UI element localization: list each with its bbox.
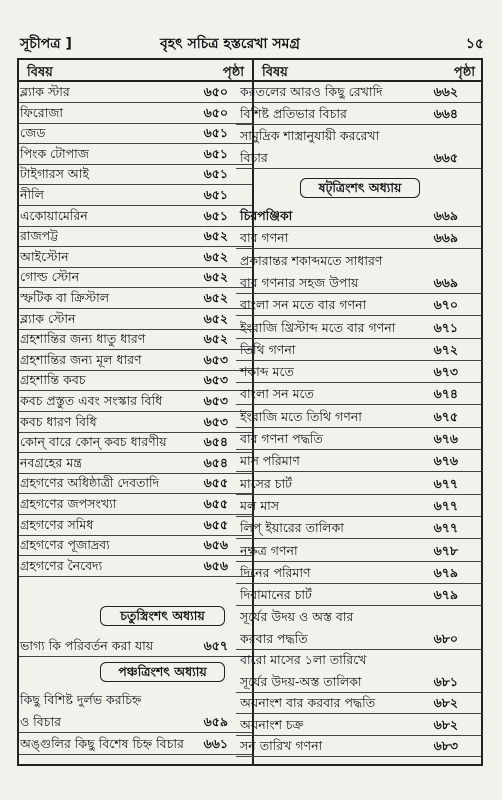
entry-title: তিথি গণনা <box>240 341 296 357</box>
row-divider <box>236 605 482 606</box>
entry-title: গ্রহগণের সমিধ <box>20 516 94 532</box>
entry-page: ৬৭১ <box>433 319 458 335</box>
entry-page: ৬৭৪ <box>433 386 458 402</box>
entry-title: দিবামানের চার্ট <box>240 587 312 603</box>
list-item <box>240 148 462 168</box>
entry-title: একোয়ামেরিন <box>20 207 88 223</box>
entry-title: কবচ প্রস্তুত এবং সংস্কার বিধি <box>20 393 163 408</box>
list-item <box>240 126 462 146</box>
entry-page: ৬৭৭ <box>433 475 458 491</box>
row-divider <box>236 494 482 495</box>
entry-title: চিরপঞ্জিকা <box>240 208 293 223</box>
chapter-heading: পঞ্চত্রিংশৎ অধ্যায় <box>100 662 225 682</box>
page-header-label: পৃষ্ঠা <box>222 65 244 80</box>
entry-page: ৬৮২ <box>433 695 458 711</box>
list-item <box>240 650 462 670</box>
entry-page: ৬৫৪ <box>203 434 228 450</box>
entry-title: টাইগারস আই <box>20 166 89 182</box>
list-item <box>20 329 232 349</box>
row-divider <box>19 732 252 733</box>
entry-page: ৬৭৯ <box>433 564 458 580</box>
entry-title: করতলের আরও কিছু রেখাদি <box>240 84 383 99</box>
entry-title: ব্ল্যাক স্টার <box>20 84 70 99</box>
subject-header: বিষয় <box>27 65 53 80</box>
entry-page: ৬৫৭ <box>203 638 228 653</box>
entry-title: বার গণনা <box>240 230 289 246</box>
list-item <box>240 563 462 583</box>
entry-page: ৬৭৬ <box>433 453 458 469</box>
entry-page: ৬৬১ <box>203 736 228 751</box>
entry-title: প্রকারান্তর শকাব্দমতে সাধারণ <box>240 252 383 268</box>
row-divider <box>19 656 252 657</box>
list-item <box>20 453 232 473</box>
entry-page: ৬৫৫ <box>203 475 228 491</box>
list-item <box>240 273 462 293</box>
entry-page: ৬৮২ <box>433 716 458 732</box>
entry-page: ৬৫১ <box>203 166 228 182</box>
entry-title: অয়নাংশ বার করবার পদ্ধতি <box>240 695 376 711</box>
entry-title: ভাগ্য কি পরিবর্তন করা যায় <box>20 638 154 653</box>
list-item <box>240 607 462 627</box>
list-item <box>20 164 232 184</box>
entry-title: লিপ্‌ ইয়ারের তালিকা <box>240 520 344 536</box>
row-divider <box>236 516 482 517</box>
entry-title: পিংক টোপাজ <box>20 145 89 161</box>
entry-page: ৬৫১ <box>203 207 228 223</box>
list-item <box>20 690 232 710</box>
entry-page: ৬৫০ <box>203 84 228 99</box>
entry-page: ৬৭৬ <box>433 431 458 446</box>
list-item <box>20 350 232 370</box>
header-left: সূচীপত্র ] <box>20 36 72 52</box>
left-column-header <box>19 60 252 82</box>
row-divider <box>236 226 482 227</box>
entry-page: ৬৫৩ <box>203 372 228 388</box>
entry-title: বারো মাসের ১লা তারিখে <box>240 652 367 668</box>
row-divider <box>236 427 482 428</box>
entry-title: নীলি <box>20 187 44 202</box>
row-divider <box>236 293 482 294</box>
list-item <box>20 712 232 732</box>
entry-page: ৬৫৩ <box>203 351 228 367</box>
entry-title: গ্রহগণের অধিষ্ঠাত্রী দেবতাদি <box>20 475 160 491</box>
list-item <box>240 318 462 338</box>
entry-title: গ্রহগণের জপসংখ্যা <box>20 496 117 511</box>
entry-page: ৬৭৯ <box>433 587 458 603</box>
page-header <box>0 0 502 56</box>
list-item <box>240 104 462 124</box>
entry-title: স্ফটিক বা ক্রিস্টাল <box>20 290 110 305</box>
entry-title: রাজপট্ট <box>20 228 59 244</box>
entry-page: ৬৬৯ <box>433 230 458 246</box>
entry-title: কিছু বিশিষ্ট দুর্লভ করচিহ্ন <box>20 692 142 707</box>
list-item <box>20 144 232 164</box>
entry-page: ৬৫৯ <box>203 714 228 729</box>
list-item <box>240 629 462 649</box>
list-item <box>20 473 232 493</box>
entry-title: সূর্যের উদয় ও অস্ত বার <box>240 609 354 625</box>
row-divider <box>236 248 482 249</box>
row-divider <box>236 583 482 584</box>
entry-page: ৬৫৬ <box>203 537 228 553</box>
entry-title: অয়নাংশ চক্র <box>240 716 304 732</box>
list-item <box>20 309 232 329</box>
entry-page: ৬৫৪ <box>203 454 228 470</box>
entry-title: মাস পরিমাণ <box>240 453 300 469</box>
list-item <box>20 636 232 656</box>
list-item <box>20 494 232 514</box>
entry-page: ৬৫২ <box>203 290 228 305</box>
chapter-heading: ষট্‌ত্রিংশৎ অধ্যায় <box>300 178 420 198</box>
entry-page: ৬৫৫ <box>203 496 228 511</box>
list-item <box>20 226 232 246</box>
entry-title: গ্রহশান্তির জন্য মূল ধারণ <box>20 351 142 367</box>
entry-page: ৬৫২ <box>203 310 228 326</box>
entry-title: বাংলা সন মতে বার গণনা <box>240 297 367 313</box>
list-item <box>20 288 232 308</box>
list-item <box>240 295 462 315</box>
entry-title: সূর্যের উদয়-অস্ত তালিকা <box>240 673 362 689</box>
list-item <box>20 370 232 390</box>
right-column-header <box>254 60 483 82</box>
entry-title: বিশিষ্ট প্রতিভার বিচার <box>240 106 347 121</box>
entry-page: ৬৭৭ <box>433 497 458 513</box>
entry-title: জেড <box>20 125 46 141</box>
entry-title: সন তারিখ গণনা <box>240 738 323 754</box>
list-item <box>240 451 462 471</box>
list-item <box>240 340 462 360</box>
entry-page: ৬৮৩ <box>433 738 458 754</box>
list-item <box>240 518 462 538</box>
entry-title: কোন্‌ বারে কোন্‌ কবচ ধারণীয় <box>20 434 167 450</box>
row-divider <box>236 449 482 450</box>
entry-title: গ্রহশান্তির জন্য ধাতু ধারণ <box>20 331 146 347</box>
entry-title: মল মাস <box>240 497 280 513</box>
entry-title: গ্রহগণের পূজাদ্রব্য <box>20 537 110 553</box>
list-item <box>20 535 232 555</box>
list-item <box>20 432 232 452</box>
entry-page: ৬৭৭ <box>433 520 458 536</box>
row-divider <box>19 754 252 755</box>
list-item <box>20 412 232 432</box>
list-item <box>240 541 462 561</box>
list-item <box>20 556 232 576</box>
entry-page: ৬৭৩ <box>433 364 458 380</box>
row-divider <box>236 168 482 169</box>
entry-page: ৬৫২ <box>203 248 228 264</box>
entry-title: দিনের পরিমাণ <box>240 564 311 580</box>
entry-page: ৬৬৪ <box>433 106 458 121</box>
row-divider <box>236 360 482 361</box>
list-item <box>240 736 462 756</box>
list-item <box>20 82 232 102</box>
list-item <box>20 247 232 267</box>
entry-title: মাসের চার্ট <box>240 475 292 491</box>
entry-page: ৬৫১ <box>203 145 228 161</box>
entry-title: কবচ ধারণ বিধি <box>20 413 97 429</box>
entry-title: বাংলা সন মতে <box>240 386 314 402</box>
list-item <box>20 734 232 754</box>
list-item <box>240 429 462 449</box>
list-item <box>20 185 232 205</box>
row-divider <box>236 315 482 316</box>
entry-page: ৬৫১ <box>203 125 228 141</box>
row-divider <box>236 382 482 383</box>
entry-page: ৬৫৬ <box>203 557 228 573</box>
entry-page: ৬৮১ <box>433 673 458 689</box>
entry-title: আইস্টোন <box>20 248 69 264</box>
entry-title: নবগ্রহের মন্ত্র <box>20 454 82 470</box>
entry-title: বার গণনার সহজ উপায় <box>240 274 359 290</box>
header-title: বৃহৎ সচিত্র হস্তরেখা সমগ্র <box>160 36 300 52</box>
list-item <box>240 407 462 427</box>
list-item <box>20 206 232 226</box>
entry-title: অঙ্গুলির কিছু বিশেষ চিহ্ন বিচার <box>20 736 184 751</box>
row-divider <box>236 124 482 125</box>
entry-page: ৬৫৩ <box>203 393 228 408</box>
entry-title: নক্ষত্র গণনা <box>240 542 298 558</box>
list-item <box>240 585 462 605</box>
row-divider <box>236 102 482 103</box>
row-divider <box>236 404 482 405</box>
entry-page: ৬৮০ <box>433 630 458 646</box>
entry-title: বিচার <box>240 150 268 165</box>
list-item <box>20 267 232 287</box>
row-divider <box>236 471 482 472</box>
entry-page: ৬৬৫ <box>433 150 458 165</box>
page-number: ১৫ <box>465 36 484 52</box>
row-divider <box>236 538 482 539</box>
list-item <box>240 496 462 516</box>
entry-title: ব্ল্যাক স্টোন <box>20 310 76 326</box>
row-divider <box>236 756 482 757</box>
list-item <box>240 474 462 494</box>
entry-title: বার গণনা পদ্ধতি <box>240 431 323 446</box>
list-item <box>240 693 462 713</box>
entry-title: ও বিচার <box>20 714 61 729</box>
entry-title: সামুদ্রিক শাস্ত্রানুযায়ী কররেখা <box>240 128 380 143</box>
entry-page: ৬৭৫ <box>433 408 458 424</box>
page-header-label: পৃষ্ঠা <box>453 65 475 80</box>
list-item <box>20 391 232 411</box>
list-item <box>240 206 462 226</box>
entry-page: ৬৫২ <box>203 269 228 285</box>
entry-title: ইংরাজি খ্রিস্টাব্দ মতে বার গণনা <box>240 319 396 335</box>
list-item <box>240 82 462 102</box>
entry-title: গ্রহশান্তি কবচ <box>20 372 86 388</box>
list-item <box>240 715 462 735</box>
entry-page: ৬৫২ <box>203 228 228 244</box>
list-item <box>240 672 462 692</box>
row-divider <box>19 576 252 577</box>
entry-page: ৬৭২ <box>433 341 458 357</box>
list-item <box>240 228 462 248</box>
entry-page: ৬৭৮ <box>433 542 458 558</box>
entry-page: ৬৬৯ <box>433 274 458 290</box>
row-divider <box>236 561 482 562</box>
row-divider <box>236 338 482 339</box>
chapter-heading: চতুস্ত্রিংশৎ অধ্যায় <box>100 606 225 626</box>
entry-title: গোল্ড স্টোন <box>20 269 80 285</box>
entry-page: ৬৫১ <box>203 187 228 202</box>
list-item <box>240 362 462 382</box>
entry-title: ইংরাজি মতে তিথি গণনা <box>240 408 362 424</box>
entry-page: ৬৬২ <box>433 84 458 99</box>
entry-page: ৬৭০ <box>433 297 458 313</box>
entry-page: ৬৫২ <box>203 331 228 347</box>
entry-page: ৬৬৯ <box>433 208 458 223</box>
entry-page: ৬৫৩ <box>203 413 228 429</box>
entry-title: করবার পদ্ধতি <box>240 630 308 646</box>
entry-title: গ্রহগণের নৈবেদ্য <box>20 557 103 573</box>
list-item <box>240 251 462 271</box>
list-item <box>240 384 462 404</box>
entry-title: শকাব্দ মতে <box>240 364 294 380</box>
list-item <box>20 515 232 535</box>
entry-title: ফিরোজা <box>20 104 64 120</box>
subject-header: বিষয় <box>262 65 288 80</box>
entry-page: ৬৫০ <box>203 104 228 120</box>
list-item <box>20 123 232 143</box>
entry-page: ৬৫৫ <box>203 516 228 532</box>
list-item <box>20 103 232 123</box>
